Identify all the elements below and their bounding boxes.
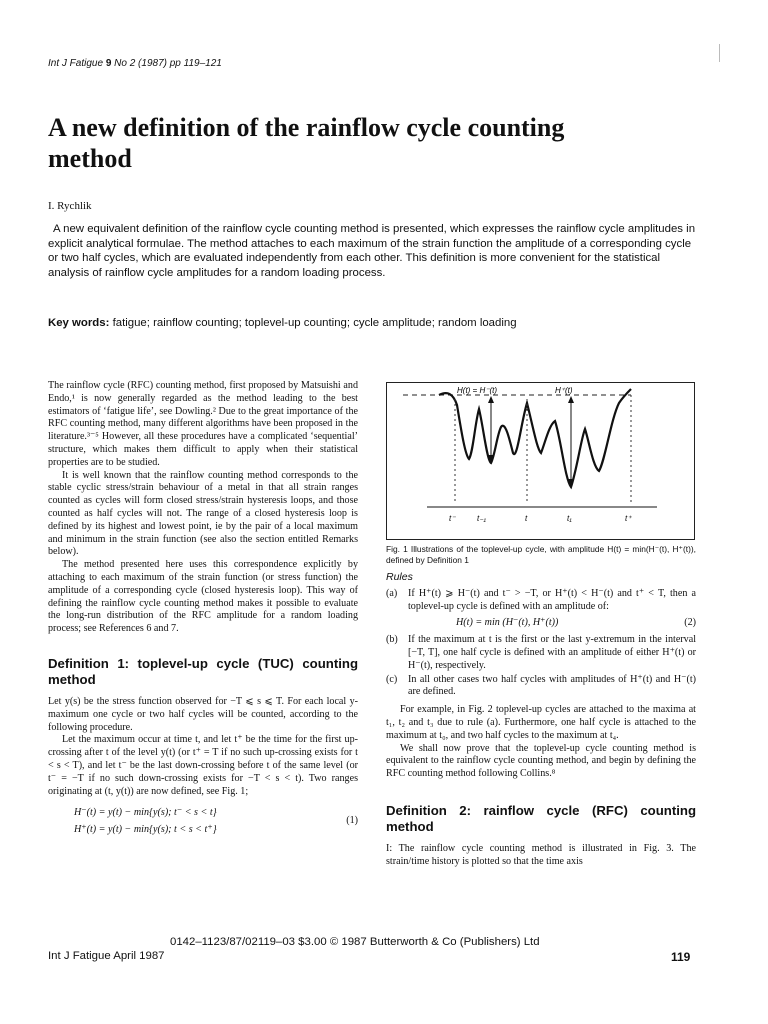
section-heading: Definition 1: toplevel-up cycle (TUC) counting method	[48, 655, 358, 687]
section-heading: Definition 2: rainflow cycle (RFC) counting method	[386, 802, 696, 834]
paragraph: The method presented here uses this correspondence explicitly by attaching to each maximum of the strain function (or stress function) the amplitude of a corresponding cycle (closed hysteresis loop). This way of defining the rainflow cycle counting method makes it possible to evaluate the long-run distribution of the RFC amplitude for a random loading process; see References 6 and 7.	[48, 559, 358, 635]
paragraph: Let the maximum occur at time t, and let t⁺ be the time for the first up-crossing after t of the level y(t) (or t⁺ = T if no such up-crossing exists for t < s < T), and let t⁻ be the last down-crossing before t of the same level (or t⁻ = −T if no such down-crossing exists for −T < s < t). Two ranges originating at (t, y(t)) are now defined, see Fig. 1;	[48, 734, 358, 797]
page-number: 119	[671, 950, 691, 964]
paragraph: I: The rainflow cycle counting method is illustrated in Fig. 3. The strain/time history is plotted so that the time axis	[386, 842, 696, 867]
paragraph: It is well known that the rainflow counting method corresponds to the stable cyclic stress/strain behaviour of a metal in that all strain ranges counted as cycles will form closed stress/strain hysteresis loops, and those counted as half cycles will not. The range of a closed hysteresis loop is defined by its highest and lowest point, ie by the pair of a local maximum and minimum in the strain function (see also the section entitled Remarks below).	[48, 469, 358, 558]
rule-label: (b)	[386, 634, 398, 646]
rule-text: If H⁺(t) ⩾ H⁻(t) and t⁻ > −T, or H⁺(t) < H⁻(t) and t⁺ < T, then a toplevel-up cycle is defined with an amplitude of:	[408, 587, 696, 612]
article-title: A new definition of the rainflow cycle counting method	[48, 113, 565, 173]
equation-number: (1)	[346, 814, 358, 826]
paragraph: The rainflow cycle (RFC) counting method, first proposed by Matsuishi and Endo,¹ is now generally regarded as the method leading to the best estimators of ‘fatigue life’, see Dowling.² Due to the great importance of the RFC counting method, many different algorithms have been proposed in the literature.³⁻⁵ However, all these procedures have a complicated ‘sequential’ structure, which makes them difficult to apply when their statistical properties are to be studied.	[48, 380, 358, 468]
figure-caption: Fig. 1 Illustrations of the toplevel-up cycle, with amplitude H(t) = min(H⁻(t), H⁺(t)), defined by Definition 1	[386, 544, 696, 565]
figure-1	[386, 382, 695, 540]
paragraph: We shall now prove that the toplevel-up cycle counting method is equivalent to the rainflow cycle counting method, and begin by defining the RFC counting method following Collins.⁸	[386, 742, 696, 780]
abstract: A new equivalent definition of the rainflow cycle counting method is presented, which expresses the rainflow cycle amplitudes in explicit analytical formulae. The method attaches to each maximum of the strain function the amplitude of a corresponding cycle or two half cycles, which are evaluated independently from each other. This definition is more convenient for the statistical analysis of rainflow cycle amplitudes for a random loading process.	[48, 223, 696, 279]
label-hplus: H⁺(t)	[555, 386, 573, 395]
arrowhead-icon	[488, 396, 494, 403]
rule-b	[386, 634, 696, 672]
paragraph: For example, in Fig. 2 toplevel-up cycles are attached to the maxima at t₁, t₂ and t₃ due to rule (a). Furthermore, one half cycle is attached to the maximum at t₀, and two half cycles to the maximum at t₄.	[386, 704, 696, 741]
author: I. Rychlik	[48, 200, 92, 212]
rules-heading: Rules	[386, 571, 413, 583]
left-column	[48, 380, 358, 838]
keywords-text: fatigue; rainflow counting; toplevel-up counting; cycle amplitude; random loading	[109, 317, 517, 329]
rule-label: (a)	[386, 587, 398, 599]
tick-label: t⁻	[449, 514, 456, 523]
scan-mark	[719, 44, 720, 62]
rule-a	[386, 588, 696, 614]
keywords-label: Key words:	[48, 317, 110, 329]
arrowhead-icon	[568, 396, 574, 403]
keywords	[48, 316, 700, 331]
rule-c	[386, 674, 696, 700]
tick-label: t₋₁	[477, 514, 486, 523]
rule-text: In all other cases two half cycles with amplitudes of H⁺(t) and H⁻(t) are defined.	[408, 673, 696, 698]
equation-line: H⁺(t) = y(t) − min{y(s); t < s < t⁺}	[74, 824, 217, 836]
tick-label: t⁺	[625, 514, 632, 523]
tick-label: t	[525, 514, 528, 523]
equation-line: H(t) = min (H⁻(t), H⁺(t))	[456, 617, 559, 629]
equation-2	[386, 617, 696, 630]
tick-label: t₁	[567, 514, 572, 523]
rule-text: If the maximum at t is the first or the last y-extremum in the interval [−T, T], one half cycle is defined with an amplitude of either H⁺(t) or H⁻(t), respectively.	[408, 634, 696, 671]
rule-label: (c)	[386, 673, 398, 685]
footer-journal: Int J Fatigue April 1987	[48, 950, 165, 962]
label-h: H(t) = H⁻(t)	[457, 386, 497, 395]
paragraph: Let y(s) be the stress function observed for −T ⩽ s ⩽ T. For each local y-maximum one cycle or two half cycles will be counted, according to the following procedure.	[48, 695, 358, 733]
equation-1	[48, 804, 358, 838]
rainflow-illustration	[387, 383, 694, 539]
running-head: Int J Fatigue 9 No 2 (1987) pp 119–121	[48, 58, 222, 69]
right-column	[386, 382, 696, 869]
footer-issn: 0142–1123/87/02119–03 $3.00 © 1987 Butterworth & Co (Publishers) Ltd	[170, 936, 540, 948]
equation-number: (2)	[684, 617, 696, 629]
strain-curve	[439, 389, 631, 487]
equation-line: H⁻(t) = y(t) − min{y(s); t⁻ < s < t}	[74, 807, 217, 819]
